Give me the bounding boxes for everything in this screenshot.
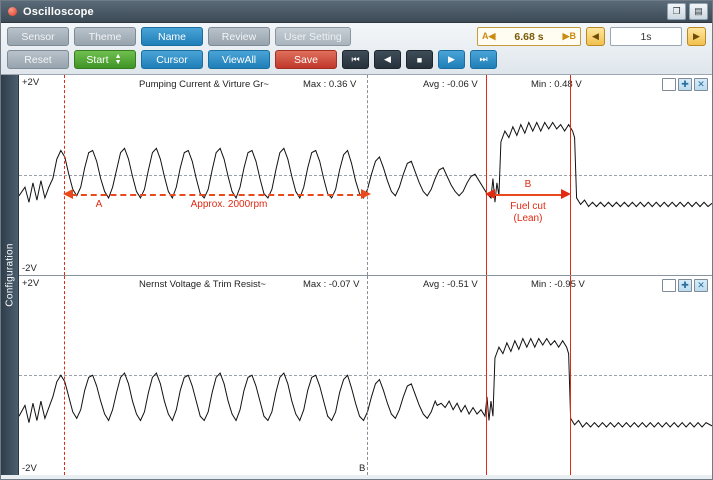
save-button[interactable]: Save [275,50,337,69]
jump-end-button[interactable]: ⏭ [470,50,497,69]
user-setting-button[interactable]: User Setting [275,27,351,46]
panel2-y-bottom: -2V [22,463,37,474]
panel2-avg: Avg : -0.51 V [423,279,478,290]
stepper-down-icon: ▼ [114,58,122,66]
menu-window-icon[interactable]: ▤ [689,3,708,20]
cursor-b-marker: ▶B [562,31,576,41]
cursor-delta-value: 6.68 s [514,30,544,43]
review-button[interactable]: Review [208,27,270,46]
nernst-voltage-panel[interactable] [19,276,712,476]
panel1-cursor-b-end[interactable] [570,75,571,275]
sidebar-configuration[interactable] [1,75,19,475]
panel1-title: Pumping Current & Virture Gr~ [139,78,269,90]
panel1-waveform [19,75,712,275]
panel1-span-b-line [493,194,563,196]
panel2-marker-b: B [359,463,366,474]
panel2-y-top: +2V [22,277,40,289]
stop-button[interactable]: ■ [406,50,433,69]
panel2-max: Max : -0.07 V [303,279,360,290]
reset-button[interactable]: Reset [7,50,69,69]
stepper-up-icon: ▲ [114,52,122,60]
range-prev-button[interactable]: ◀ [586,27,605,46]
jump-start-button[interactable]: ⏮ [342,50,369,69]
panel1-span-a-right-arrow [361,188,371,200]
main-body [1,75,712,475]
pumping-current-panel[interactable] [19,75,712,276]
panel1-max: Max : 0.36 V [303,78,357,90]
panel-add-button[interactable]: ✚ [678,78,692,91]
panel1-cursor-a[interactable] [64,75,65,275]
cursor-readout[interactable] [477,27,581,46]
theme-button[interactable]: Theme [74,27,136,46]
graph-area [19,75,712,475]
start-button[interactable] [74,50,136,69]
restore-window-icon[interactable]: ❐ [667,3,686,20]
panel2-divider-dash [367,276,368,476]
panel1-span-a-left-arrow [63,188,73,200]
name-button[interactable]: Name [141,27,203,46]
app-icon [8,7,17,16]
panel1-label-rpm: Approx. 2000rpm [190,199,268,210]
panel1-y-top: +2V [22,77,40,88]
panel-close-button[interactable]: ✕ [694,279,708,292]
time-range-value[interactable]: 1s [610,27,682,46]
panel2-cursor-b-start[interactable] [486,276,487,476]
panel2-cursor-a[interactable] [64,276,65,476]
title-bar [1,1,712,23]
panel1-span-a-line [71,194,363,196]
panel1-label-a: A [95,199,103,210]
panel2-waveform [19,276,712,476]
sensor-button[interactable]: Sensor [7,27,69,46]
panel-add-button[interactable]: ✚ [678,279,692,292]
sidebar-item-label: Configuration [4,243,15,307]
start-stepper-icon[interactable] [113,51,124,68]
panel1-label-lean: (Lean) [513,213,543,224]
window-title: Oscilloscope [23,5,94,18]
cursor-a-marker: A◀ [482,31,496,41]
panel1-divider-dash [367,75,368,275]
range-next-button[interactable]: ▶ [687,27,706,46]
play-button[interactable]: ▶ [438,50,465,69]
panel1-min: Min : 0.48 V [531,78,582,90]
panel1-label-fuelcut: Fuel cut [510,201,546,212]
panel1-cursor-b-start[interactable] [486,75,487,275]
panel2-cursor-b-end[interactable] [570,276,571,476]
toolbar-row-1 [7,27,706,46]
panel2-min: Min : -0.95 V [531,279,585,290]
panel1-avg: Avg : -0.06 V [423,78,478,90]
start-button-label: Start [86,53,109,66]
viewall-button[interactable]: ViewAll [208,50,270,69]
panel2-title: Nernst Voltage & Trim Resist~ [139,279,266,290]
toolbar [1,23,712,75]
toolbar-row-2 [7,50,706,69]
cursor-button[interactable]: Cursor [141,50,203,69]
panel1-label-b: B [524,179,532,190]
step-back-button[interactable]: ◀ [374,50,401,69]
panel1-y-bottom: -2V [22,262,37,274]
panel-close-button[interactable]: ✕ [694,78,708,91]
